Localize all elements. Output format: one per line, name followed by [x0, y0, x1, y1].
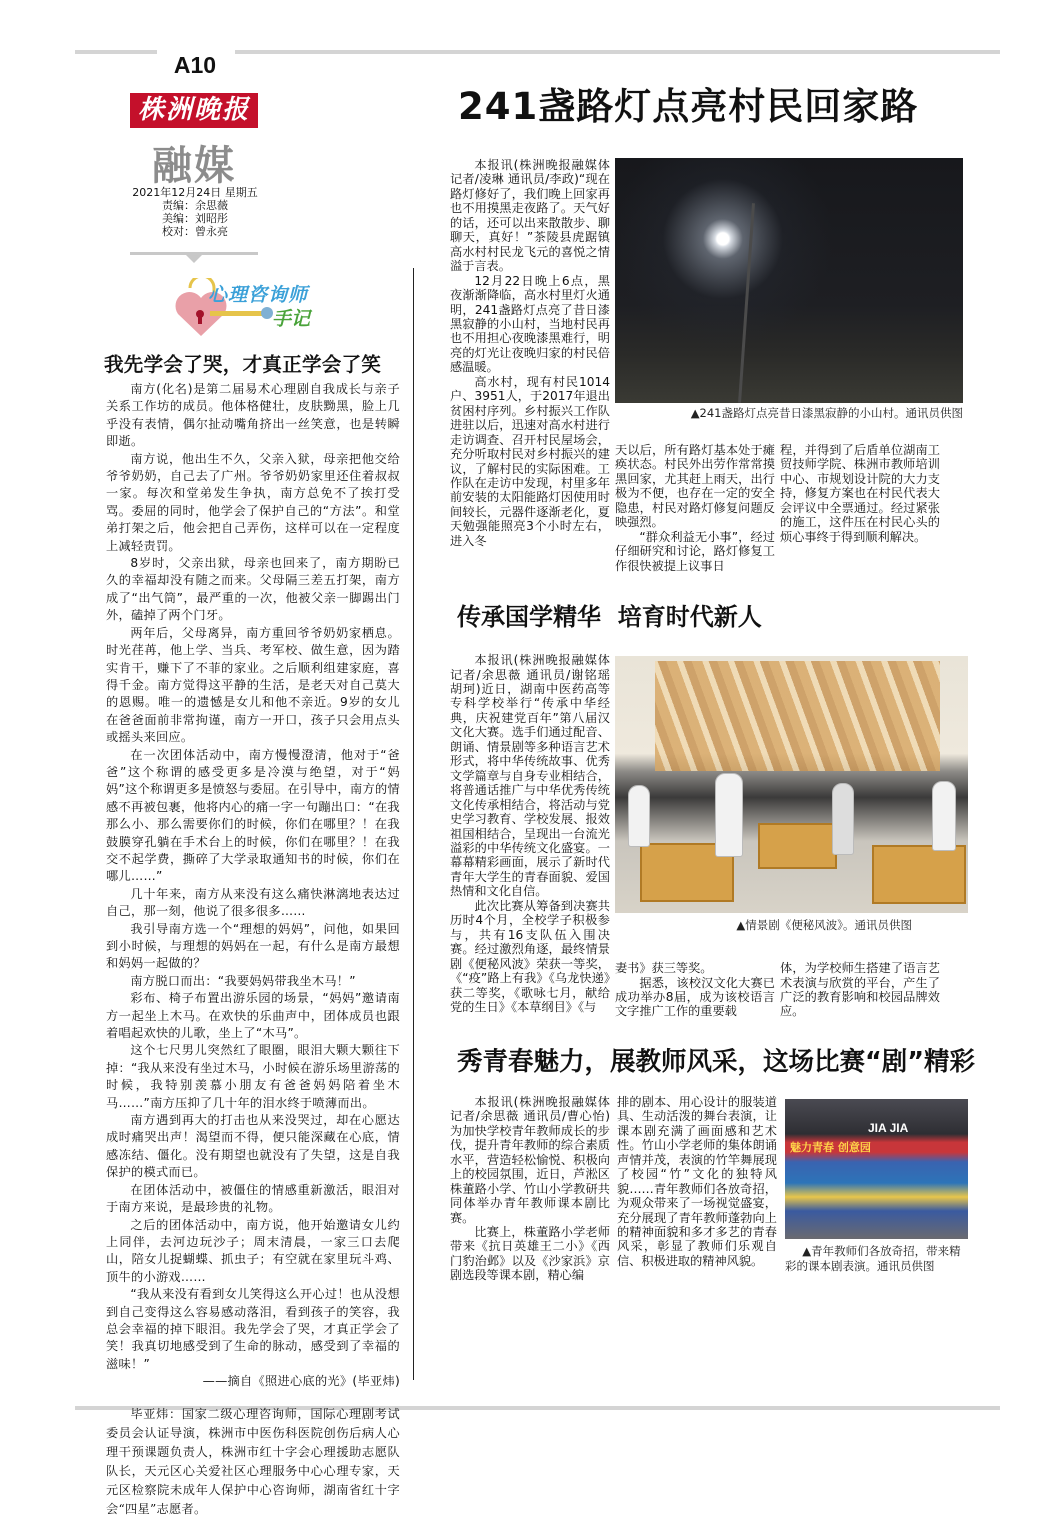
paragraph: 排的剧本、用心设计的服装道具、生动活泼的舞台表演，让课本剧充满了画面感和艺术性。竹山小学老师的集体朗诵声情并茂，表演的竹竿舞展现了校园“竹”文化的独特风貌……青年教师们各放奇招，为观众带来了一场视觉盛宴，充分展现了青年教师蓬勃向上的精神面貌和多才多艺的青春风采，彰显了教师们乐观自信、积极进取的精神风貌。 — [617, 1094, 777, 1268]
paragraph: 之后的团体活动中，南方说，他开始邀请女儿约上同伴，去河边玩沙子；周末清晨，一家三口去爬山，陪女儿捉蝴蝶、抓虫子；有空就在家里玩斗鸡、顶牛的小游戏…… — [106, 1217, 400, 1284]
article2-col-b — [615, 443, 775, 573]
article2-col-c — [780, 443, 940, 573]
column-logo-line1: 心理咨询师 — [208, 284, 309, 306]
article2-subcolumns — [615, 443, 970, 573]
performer — [715, 773, 743, 857]
teachers-performance-photo — [785, 1099, 968, 1239]
top-rule-left — [75, 50, 157, 54]
performer — [932, 781, 956, 851]
article4-col-a — [450, 1095, 610, 1283]
photo-banner-text: 魅力青春 创意园 — [790, 1140, 871, 1154]
lamp-pole — [738, 203, 755, 403]
article2-right-block — [615, 158, 970, 573]
article3-col-c — [780, 961, 940, 1019]
paragraph: 比赛上，株董路小学老师带来《抗日英雄王二小》《西门豹治邺》以及《沙家浜》京剧选段等课本剧，精心编 — [450, 1224, 610, 1283]
paragraph: 本报讯(株洲晚报融媒体记者/余思薇 通讯员/曹心怡)为加快学校青年教师成长的步伐，提升青年教师的综合素质水平，营造轻松愉悦、积极向上的校园氛围，近日，芦淞区株董路小学、竹山小学教研共同体举办青年教师课本剧比赛。 — [450, 1094, 610, 1225]
paragraph: “群众利益无小事”，经过仔细研究和讨论，路灯修复工作很快被提上议事日 — [615, 529, 775, 573]
article3-subcolumns — [615, 961, 970, 1019]
art-editor: 美编：刘昭彤 — [162, 212, 228, 225]
paragraph: 南方说，他出生不久，父亲入狱，母亲把他交给爷爷奶奶，自己去了广州。爷爷奶奶家里还住着叔叔一家。每次和堂弟发生争执，南方总免不了挨打受骂。委屈的同时，他学会了保护自己的“方法”。和堂弟打架之后，他会把自己弄伤，这样可以在一定程度上减轻责罚。 — [106, 451, 400, 553]
paragraph: 本报讯(株洲晚报融媒体记者/凌琳 通讯员/李政)“现在路灯修好了，我们晚上回家再也不用摸黑走夜路了。天气好的话，还可以出来散散步、聊聊天，真好！”茶陵县虎踞镇高水村村民龙飞元的喜悦之情溢于言表。 — [450, 158, 610, 274]
desk — [758, 823, 837, 869]
top-rule-right — [235, 50, 1000, 54]
article1-flow — [106, 381, 400, 1519]
article4-photo-block — [785, 1099, 968, 1274]
article3-body — [450, 653, 975, 1019]
author-bio-text: 毕亚炜：国家二级心理咨询师，国际心理剧考试委员会认证导演，株洲市中医伤科医院创伤后病人心理干预课题负责人，株洲市红十字会心理援助志愿队队长，天元区心关爱社区心理服务中心心理专家，天元区检察院未成年人保护中心咨询师，湖南省红十字会“四星”志愿者。 — [106, 1406, 400, 1516]
masthead-logo: 株洲晚报 — [130, 93, 258, 128]
article3-right-block — [615, 653, 970, 1019]
desk — [872, 845, 966, 904]
column-logo — [170, 278, 370, 340]
paragraph: 体，为学校师生搭建了语言艺术表演与欣赏的平台，产生了广泛的教育影响和校园品牌效应。 — [780, 961, 940, 1019]
divider-pointer-icon — [186, 255, 202, 263]
paragraph: 天以后，所有路灯基本处于瘫痪状态。村民外出劳作常常摸黑回家，尤其赶上雨天，出行极为不便，也存在一定的安全隐患，村民对路灯修复问题反映强烈。 — [615, 443, 775, 530]
proofreader: 校对：曾永亮 — [162, 225, 228, 238]
paragraph: 高水村，现有村民1014户、3951人，于2017年退出贫困村序列。乡村振兴工作队进驻以后，迅速对高水村进行走访调查、召开村民屋场会，充分听取村民对乡村振兴的建议，了解村民的实际困难。工作队在走访中发现，村里多年前安装的太阳能路灯因使用时间较长，元器件逐渐老化，夏天勉强能照亮3个小时左右，进入冬 — [450, 374, 610, 548]
paragraph: 我引导南方选一个“理想的妈妈”，问他，如果回到小时候，与理想的妈妈在一起，有什么是南方最想和妈妈一起做的？ — [106, 921, 400, 971]
article1-source: ——摘自《照进心底的光》(毕亚炜) — [202, 1374, 400, 1389]
article2-title: 241盏路灯点亮村民回家路 — [458, 85, 919, 128]
paragraph: 12月22日晚上6点，黑夜渐渐降临，高水村里灯火通明，241盏路灯点亮了昔日漆黑寂静的小山村，当地村民再也不用担心夜晚漆黑难行，明亮的灯光让夜晚归家的村民倍感温暖。 — [450, 273, 610, 375]
performer — [628, 785, 650, 847]
article4-caption: ▲青年教师们各放奇招，带来精彩的课本剧表演。通讯员供图 — [785, 1243, 961, 1273]
author-bio — [106, 1405, 400, 1519]
paragraph: 程，并得到了后盾单位湖南工贸技师学院、株洲市教师培训中心、市规划设计院的大力支持，修复方案也在村民代表大会评议中全票通过。经过紧张的施工，这件压在村民心头的烦心事终于得到顺利解决。 — [780, 443, 940, 544]
paragraph: 南方遇到再大的打击也从来没哭过，却在心愿达成时痛哭出声！渴望而不得，便只能深藏在心底，情感冻结、僵化。没有期望也就没有了失望，这是自我保护的模式而已。 — [106, 1113, 400, 1180]
article3-col-a — [450, 653, 610, 1014]
photo-sign-text: JIA JIA — [868, 1120, 909, 1135]
article2-caption: ▲241盏路灯点亮昔日漆黑寂静的小山村。通讯员供图 — [690, 406, 963, 420]
paragraph: 本报讯(株洲晚报融媒体记者/余思薇 通讯员/谢铭瑶 胡珂)近日，湖南中医药高等专科学校举行“传承中华经典，庆祝建党百年”第八届汉文化大赛。选手们通过配音、朗诵、情景剧等多种语言艺术形式，将中华传统故事、优秀文学篇章与自身专业相结合，将普通话推广与中华优秀传统文化传承相结合，将活动与党史学习教育、学校发展、报效祖国相结合，呈现出一台流光溢彩的中华传统文化盛宴。一幕幕精彩画面，展示了新时代青年大学生的青春面貌、爱国热情和文化自信。 — [450, 653, 610, 899]
article4-col-b — [617, 1095, 777, 1268]
paragraph: 彩布、椅子布置出游乐园的场景，“妈妈”邀请南方一起坐上木马。在欢快的乐曲声中，团体成员也跟着唱起欢快的儿歌，坐上了“木马”。 — [106, 991, 400, 1041]
paragraph: “我从来没有看到女儿笑得这么开心过！也从没想到自己变得这么容易感动落泪，看到孩子的笑容，我总会幸福的掉下眼泪。我先学会了哭，才真正学会了笑！我真切地感受到了生命的脉动，感受到了幸福的滋味！” — [106, 1287, 400, 1371]
streetlight-night-photo — [615, 158, 963, 403]
page-number: A10 — [173, 52, 217, 78]
paragraph: 妻书》获三等奖。 — [615, 961, 713, 976]
paragraph: 在一次团体活动中，南方慢慢澄清，他对于“爸爸”这个称谓的感受更多是冷漠与绝望，对于“妈妈”这个称谓更多是愤怒与委屈。在引导中，南方的情感不再被包裹，他将内心的痛一字一句蹦出口：“在我那么小、那么需要你们的时候，你们在哪里？！在我鼓膜穿孔躺在手术台上的时候，你们在哪里？！在我交不起学费，撕碎了大学录取通知书的时候，你们在哪儿……” — [106, 747, 400, 884]
article1-title: 我先学会了哭，才真正学会了笑 — [104, 353, 382, 376]
stage-play-photo — [615, 656, 968, 913]
column-logo-line2: 手记 — [272, 308, 311, 330]
article3-title: 传承国学精华 培育时代新人 — [457, 603, 762, 632]
editor: 责编：余思薇 — [162, 199, 228, 212]
article2-col-a — [450, 158, 610, 548]
paragraph: 8岁时，父亲出狱，母亲也回来了，南方期盼已久的幸福却没有随之而来。父母隔三差五打架，南方成了“出气筒”，最严重的一次，他被父亲一脚踢出门外，磕掉了两个门牙。 — [106, 556, 400, 623]
section-title: 融媒 — [152, 142, 236, 189]
issue-meta — [110, 186, 280, 238]
article3-col-b — [615, 961, 775, 1019]
performer — [832, 783, 854, 855]
paragraph: 这个七尺男儿突然红了眼圈，眼泪大颗大颗往下掉：“我从来没有坐过木马，小时候在游乐场里游荡的时候，我特别羡慕小朋友有爸爸妈妈陪着坐木马……”南方压抑了几十年的泪水终于喷薄而出。 — [106, 1043, 400, 1110]
article2-body — [450, 158, 975, 573]
paragraph: 南方脱口而出：“我要妈妈带我坐木马！” — [130, 973, 356, 988]
paragraph: 南方(化名)是第二届易术心理剧自我成长与亲子关系工作坊的成员。他体格健壮，皮肤黝黑，脸上几乎没有表情，偶尔扯动嘴角挤出一丝笑意，也是转瞬即逝。 — [106, 382, 400, 449]
article4-body — [450, 1095, 975, 1283]
paragraph: 据悉，该校汉文化大赛已成功举办8届，成为该校语言文字推广工作的重要载 — [615, 975, 775, 1019]
paragraph: 两年后，父母离异，南方重回爷爷奶奶家栖息。时光荏苒，他上学、当兵、考军校、做生意，因为踏实肯干，赚下了不菲的家业。之后顺利组建家庭，喜得千金。南方觉得这平静的生活，是老天对自己莫大的恩赐。唯一的遗憾是女儿和他不亲近。9岁的女儿在爸爸面前非常拘谨，南方一开口，孩子只会用点头或摇头来回应。 — [106, 625, 400, 745]
column-divider — [413, 268, 414, 1380]
article1-body — [106, 381, 400, 1391]
article3-caption: ▲情景剧《便秘风波》。通讯员供图 — [736, 918, 912, 933]
paragraph: 几十年来，南方从来没有这么痛快淋漓地表达过自己，那一刻，他说了很多很多…… — [106, 886, 400, 919]
paragraph: 在团体活动中，被僵住的情感重新激活，眼泪对于南方来说，是最珍贵的礼物。 — [106, 1182, 400, 1215]
right-articles — [450, 84, 975, 1283]
projection-screen — [655, 661, 940, 771]
issue-date: 2021年12月24日 星期五 — [132, 186, 258, 199]
paragraph: 此次比赛从筹备到决赛共历时4个月，全校学子积极参与，共有16支队伍入围决赛。经过激烈角逐，最终情景剧《便秘风波》荣获一等奖，《“疫”路上有我》《乌龙快递》获二等奖，《歌咏七月，献给党的生日》《本草纲目》《与 — [450, 898, 610, 1014]
article4-title: 秀青春魅力，展教师风采，这场比赛“剧”精彩 — [457, 1046, 976, 1077]
